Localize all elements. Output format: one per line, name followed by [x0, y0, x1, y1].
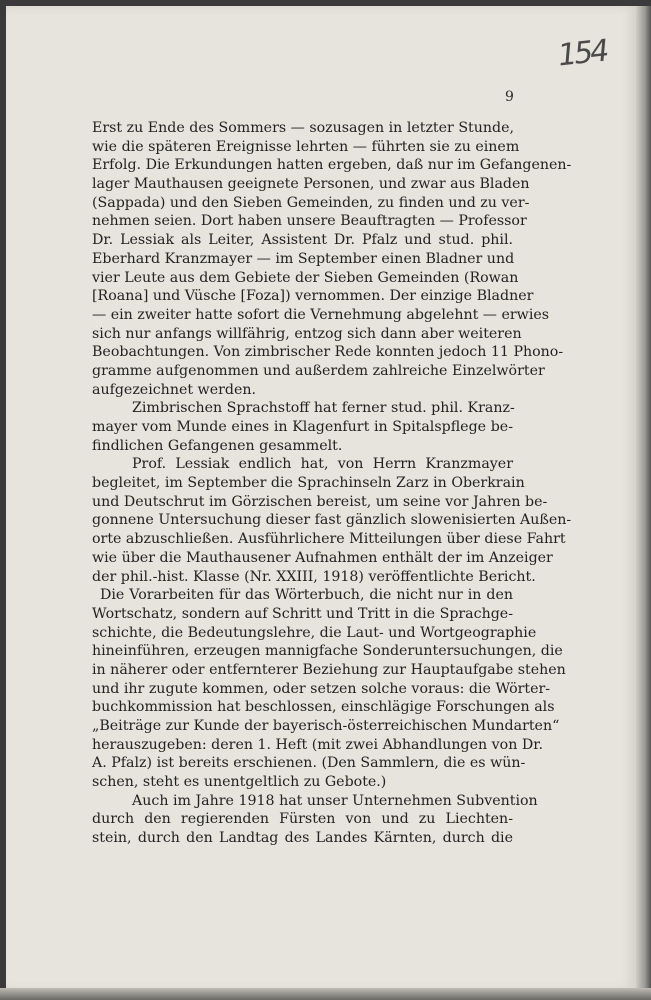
text-line: mayer vom Munde eines in Klagenfurt in Spitalspflege be-: [92, 419, 513, 435]
page-edge-right: [636, 6, 651, 1000]
text-line: nehmen seien. Dort haben unsere Beauftragten — Professor: [92, 213, 527, 230]
text-line: und Deutschrut im Görzischen bereist, um seine vor Jahren be-: [92, 493, 548, 510]
text-line: Auch im Jahre 1918 hat unser Unternehmen Subvention: [132, 792, 538, 809]
text-line: schen, steht es unentgeltlich zu Gebote.): [92, 774, 387, 791]
text-line: [Roana] und Vüsche [Foza]) vernommen. Der einzige Bladner: [92, 288, 534, 305]
text-line: sich nur anfangs willfährig, entzog sich dann aber weiteren: [92, 325, 522, 342]
text-line: lager Mauthausen geeignete Personen, und zwar aus Bladen: [92, 176, 530, 193]
text-line: orte abzuschließen. Ausführlichere Mitteilungen über diese Fahrt: [92, 531, 566, 548]
text-line: begleitet, im September die Sprachinseln Zarz in Oberkrain: [92, 475, 525, 492]
text-line: „Beiträge zur Kunde der bayerisch-österreichischen Mundarten“: [92, 718, 560, 734]
text-line: findlichen Gefangenen gesammelt.: [92, 437, 343, 454]
text-line: hineinführen, erzeugen mannigfache Sonderuntersuchungen, die: [92, 643, 563, 660]
text-line: Erfolg. Die Erkundungen hatten ergeben, daß nur im Gefangenen-: [92, 157, 572, 174]
text-line: vier Leute aus dem Gebiete der Sieben Gemeinden (Rowan: [92, 269, 519, 286]
body-text: [92, 119, 572, 848]
text-line: wie die späteren Ereignisse lehrten — führten sie zu einem: [92, 138, 520, 155]
text-line: Wortschatz, sondern auf Schritt und Tritt in die Sprachge-: [92, 605, 513, 622]
text-line: Beobachtungen. Von zimbrischer Rede konnten jedoch 11 Phono-: [92, 344, 564, 361]
text-line: (Sappada) und den Sieben Gemeinden, zu finden und zu ver-: [92, 194, 530, 211]
text-line: gonnene Untersuchung dieser fast gänzlich slowenisierten Außen-: [92, 512, 572, 529]
text-line: wie über die Mauthausener Aufnahmen enthält der im Anzeiger: [92, 549, 553, 566]
text-line: buchkommission hat beschlossen, einschlägige Forschungen als: [92, 699, 555, 716]
text-line: Eberhard Kranzmayer — im September einen Bladner und: [92, 250, 515, 267]
text-line: in näherer oder entfernterer Beziehung zur Hauptaufgabe stehen: [92, 661, 566, 678]
text-line: herauszugeben: deren 1. Heft (mit zwei Abhandlungen von Dr.: [92, 736, 543, 753]
page-number: 9: [505, 89, 514, 105]
text-line: Prof. Lessiak endlich hat, von Herrn Kranzmayer: [132, 456, 513, 473]
text-line: Erst zu Ende des Sommers — sozusagen in letzter Stunde,: [92, 120, 515, 136]
handwritten-folio-number: 154: [556, 33, 608, 74]
page-edge-bottom: [0, 988, 651, 1000]
text-line: Zimbrischen Sprachstoff hat ferner stud. phil. Kranz-: [132, 400, 515, 417]
text-line: und ihr zugute kommen, oder setzen solche voraus: die Wörter-: [92, 680, 551, 697]
text-line: der phil.-hist. Klasse (Nr. XXIII, 1918) veröffentlichte Bericht.: [92, 568, 536, 585]
text-line: gramme aufgenommen und außerdem zahlreiche Einzelwörter: [92, 362, 545, 379]
text-line: durch den regierenden Fürsten von und zu Liechten-: [92, 811, 513, 828]
text-line: Dr. Lessiak als Leiter, Assistent Dr. Pfalz und stud. phil.: [92, 232, 513, 249]
text-line: schichte, die Bedeutungslehre, die Laut- und Wortgeographie: [92, 624, 537, 641]
text-line: Die Vorarbeiten für das Wörterbuch, die nicht nur in den: [100, 587, 513, 604]
text-line: — ein zweiter hatte sofort die Vernehmung abgelehnt — erwies: [92, 306, 550, 323]
text-line: A. Pfalz) ist bereits erschienen. (Den Sammlern, die es wün-: [92, 755, 526, 772]
text-line: aufgezeichnet werden.: [92, 381, 257, 398]
text-line: stein, durch den Landtag des Landes Kärnten, durch die: [92, 830, 513, 847]
